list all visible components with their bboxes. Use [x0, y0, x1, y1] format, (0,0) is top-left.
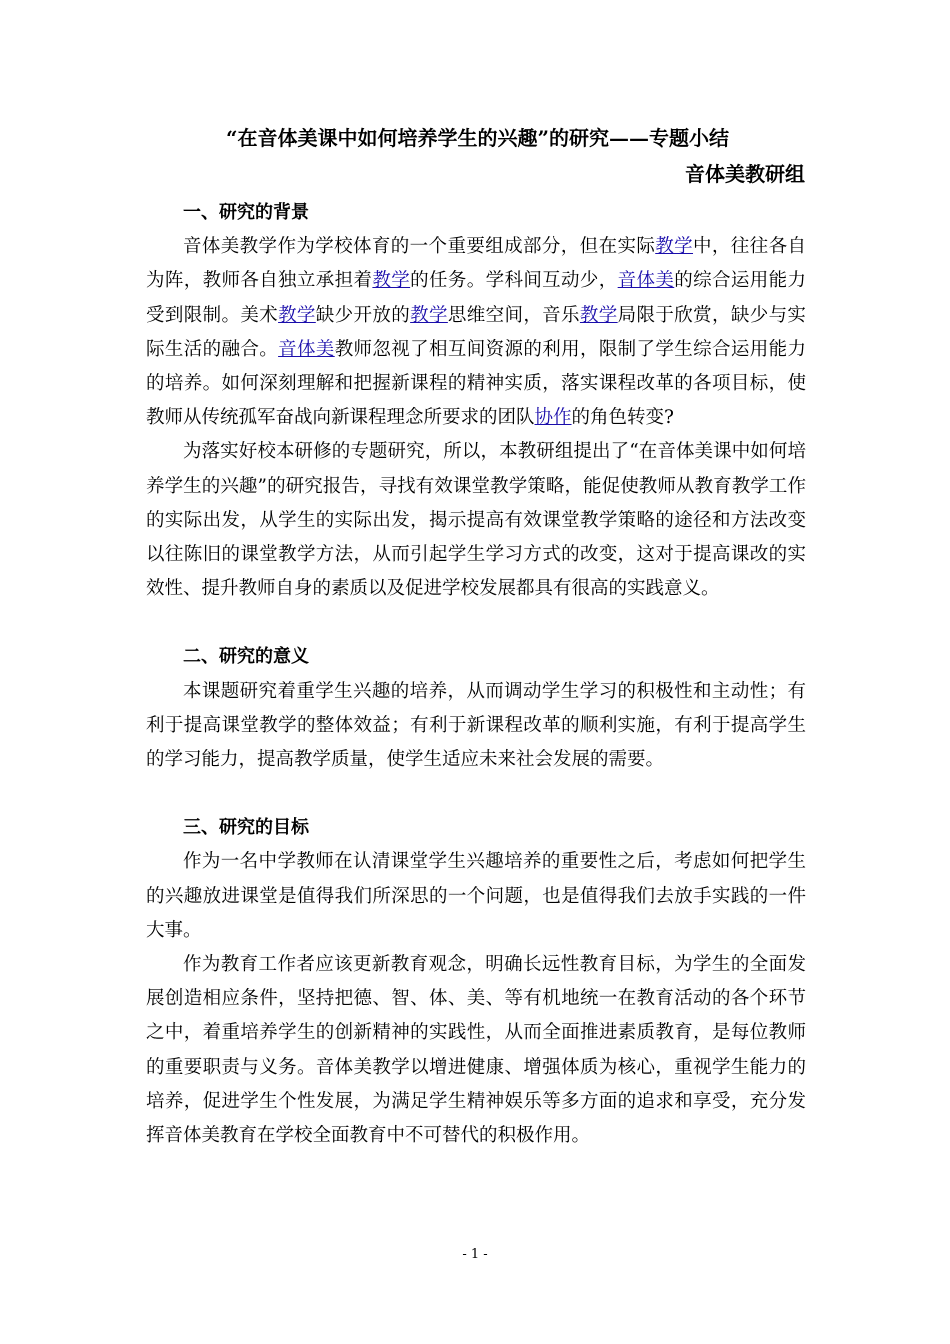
text-run: 的任务。学科间互动少， [410, 270, 618, 292]
page-number: - 1 - [462, 1247, 488, 1262]
text-run: 为落实好校本研修的专题研究，所以，本教研组提出了“在音体美课中如何培养学生的兴趣”的研究报告，寻找有效课堂教学策略，能促使教师从教育教学工作的实际出发，从学生的实际出发，揭示提高有效课堂教学策略的途径和方法改变以往陈旧的课堂教学方法，从而引起学生学习方式的改变，这对于提高课改的实效性、提升教师自身的素质以及促进学校发展都具有很高的实践意义。 [146, 441, 806, 600]
paragraph [146, 675, 806, 778]
section-heading: 一、研究的背景 [183, 202, 309, 223]
document-title: “在音体美课中如何培养学生的兴趣”的研究——专题小结 [225, 126, 729, 150]
text-run: 局限于欣赏，缺少与实际生活的融合。 [146, 304, 806, 360]
section-gap [146, 606, 806, 640]
text-run: 音体美教学作为学校体育的一个重要组成部分，但在实际 [183, 236, 656, 258]
text-run: 的角色转变? [571, 407, 674, 429]
text-run: 作为教育工作者应该更新教育观念，明确长远性教育目标，为学生的全面发展创造相应条件，坚持把德、智、体、美、等有机地统一在教育活动的各个环节之中，着重培养学生的创新精神的实践性，从而全面推进素质教育，是每位教师的重要职责与义务。音体美教学以增进健康、增强体质为核心，重视学生能力的培养，促进学生个性发展，为满足学生精神娱乐等多方面的追求和享受，充分发挥音体美教育在学校全面教育中不可替代的积极作用。 [146, 954, 806, 1147]
document-body [146, 196, 806, 1153]
keyword-link[interactable]: 协作 [534, 407, 572, 429]
text-run: 中，往往各自为阵，教师各自独立承担着 [146, 236, 806, 292]
keyword-link[interactable]: 教学 [372, 270, 411, 292]
keyword-link[interactable]: 音体美 [278, 338, 335, 360]
text-run: 作为一名中学教师在认清课堂学生兴趣培养的重要性之后，考虑如何把学生的兴趣放进课堂是值得我们所深思的一个问题，也是值得我们去放手实践的一件大事。 [146, 851, 806, 941]
section-heading: 三、研究的目标 [183, 817, 309, 839]
paragraph [146, 948, 806, 1153]
section-heading: 二、研究的意义 [183, 646, 309, 668]
text-run: 本课题研究着重学生兴趣的培养，从而调动学生学习的积极性和主动性；有利于提高课堂教学的整体效益；有利于新课程改革的顺利实施，有利于提高学生的学习能力，提高教学质量，使学生适应未来社会发展的需要。 [146, 680, 806, 771]
text-run: 缺少开放的 [315, 304, 411, 326]
text-run: 的综合运用能力受到限制。美术 [146, 270, 806, 326]
section-gap [146, 777, 806, 811]
text-run: 思维空间，音乐 [447, 304, 580, 326]
keyword-link[interactable]: 教学 [278, 304, 316, 326]
text-run: 教师忽视了相互间资源的利用，限制了学生综合运用能力的培养。如何深刻理解和把握新课程的精神实质，落实课程改革的各项目标，使教师从传统孤军奋战向新课程理念所要求的团队 [146, 338, 806, 429]
paragraph [146, 845, 806, 948]
keyword-link[interactable]: 教学 [579, 304, 618, 326]
keyword-link[interactable]: 音体美 [617, 270, 675, 292]
document-author: 音体美教研组 [685, 162, 805, 186]
keyword-link[interactable]: 教学 [410, 304, 448, 326]
paragraph [146, 435, 806, 606]
keyword-link[interactable]: 教学 [655, 236, 694, 258]
paragraph [146, 230, 806, 435]
